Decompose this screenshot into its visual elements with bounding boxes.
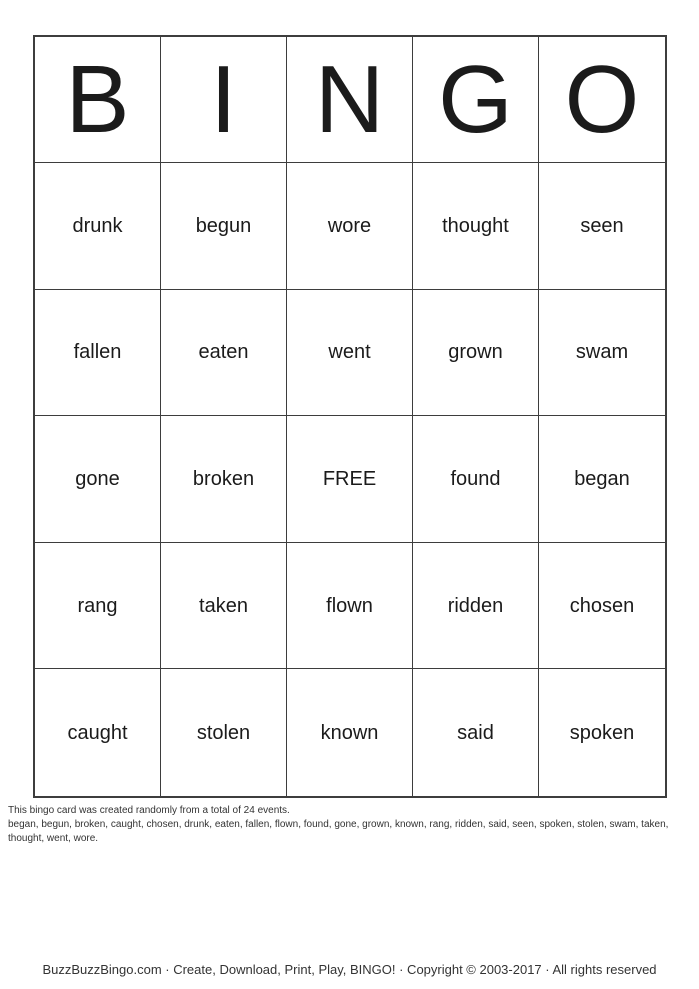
free-space-cell: FREE bbox=[287, 416, 413, 543]
header-cell-n: N bbox=[287, 37, 413, 163]
bingo-cell: eaten bbox=[161, 290, 287, 417]
header-cell-i: I bbox=[161, 37, 287, 163]
header-cell-b: B bbox=[35, 37, 161, 163]
card-generation-note bbox=[8, 804, 694, 846]
bingo-cell: found bbox=[413, 416, 539, 543]
bingo-cell: drunk bbox=[35, 163, 161, 290]
bingo-cell: ridden bbox=[413, 543, 539, 670]
bingo-cell: thought bbox=[413, 163, 539, 290]
bingo-cell: seen bbox=[539, 163, 665, 290]
bingo-cell: went bbox=[287, 290, 413, 417]
bingo-cell: broken bbox=[161, 416, 287, 543]
bingo-cell: gone bbox=[35, 416, 161, 543]
bingo-cell: fallen bbox=[35, 290, 161, 417]
bingo-cell: caught bbox=[35, 669, 161, 796]
header-cell-o: O bbox=[539, 37, 665, 163]
note-line-events: This bingo card was created randomly from a total of 24 events. bbox=[8, 805, 290, 816]
bingo-cell: grown bbox=[413, 290, 539, 417]
bingo-cell: stolen bbox=[161, 669, 287, 796]
bingo-cell: begun bbox=[161, 163, 287, 290]
bingo-cell: known bbox=[287, 669, 413, 796]
bingo-card-grid bbox=[33, 35, 667, 798]
bingo-cell: taken bbox=[161, 543, 287, 670]
bingo-cell: chosen bbox=[539, 543, 665, 670]
bingo-cell: began bbox=[539, 416, 665, 543]
header-cell-g: G bbox=[413, 37, 539, 163]
copyright-line: BuzzBuzzBingo.com · Create, Download, Print, Play, BINGO! · Copyright © 2003-2017 · All rights reserved bbox=[42, 962, 657, 977]
bingo-cell: flown bbox=[287, 543, 413, 670]
bingo-cell: said bbox=[413, 669, 539, 796]
note-line-word-list: began, begun, broken, caught, chosen, drunk, eaten, fallen, flown, found, gone, grown, known, rang, ridden, said, seen, spoken, stolen, swam, taken, thought, went, wore. bbox=[8, 819, 669, 844]
bingo-cell: rang bbox=[35, 543, 161, 670]
bingo-cell: wore bbox=[287, 163, 413, 290]
bingo-cell: spoken bbox=[569, 721, 635, 744]
bingo-cell: swam bbox=[539, 290, 665, 417]
